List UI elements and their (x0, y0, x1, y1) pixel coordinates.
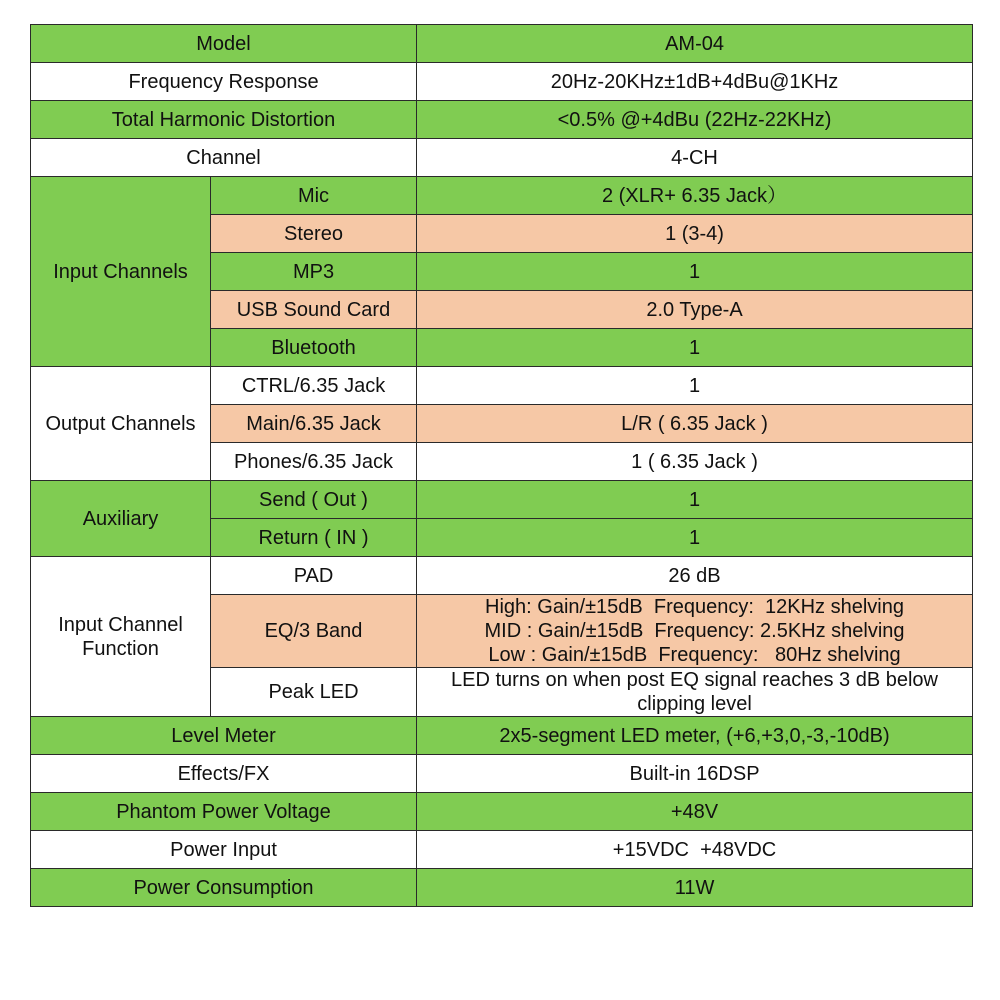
phantom-power-label: Phantom Power Voltage (31, 793, 417, 831)
power-input-label: Power Input (31, 831, 417, 869)
table-row-level-meter (31, 717, 973, 755)
input-mp3-value: 1 (417, 253, 973, 291)
table-row-power-input (31, 831, 973, 869)
output-main-value: L/R ( 6.35 Jack ) (417, 405, 973, 443)
level-meter-value: 2x5-segment LED meter, (+6,+3,0,-3,-10dB) (417, 717, 973, 755)
input-mic-value: 2 (XLR+ 6.35 Jack） (417, 177, 973, 215)
frequency-response-value: 20Hz-20KHz±1dB+4dBu@1KHz (417, 63, 973, 101)
aux-send-value: 1 (417, 481, 973, 519)
level-meter-label: Level Meter (31, 717, 417, 755)
input-mic-label: Mic (211, 177, 417, 215)
table-row-power-consumption (31, 869, 973, 907)
effects-value: Built-in 16DSP (417, 755, 973, 793)
table-row-phantom-power (31, 793, 973, 831)
thd-value: <0.5% @+4dBu (22Hz-22KHz) (417, 101, 973, 139)
table-row-effects (31, 755, 973, 793)
spec-table (30, 24, 973, 907)
aux-send-label: Send ( Out ) (211, 481, 417, 519)
input-function-label-line2: Function (82, 637, 159, 660)
output-channels-group-label: Output Channels (31, 367, 211, 481)
input-bluetooth-value: 1 (417, 329, 973, 367)
peak-led-line2: clipping level (637, 693, 752, 715)
input-mp3-label: MP3 (211, 253, 417, 291)
peak-led-value (417, 668, 973, 717)
output-main-label: Main/6.35 Jack (211, 405, 417, 443)
eq-value (417, 595, 973, 668)
pad-value: 26 dB (417, 557, 973, 595)
input-stereo-label: Stereo (211, 215, 417, 253)
power-input-value: +15VDC +48VDC (417, 831, 973, 869)
table-row-output-ctrl (31, 367, 973, 405)
eq-high-line: High: Gain/±15dB Frequency: 12KHz shelving (485, 596, 904, 618)
input-function-group-label (31, 557, 211, 717)
model-value: AM-04 (417, 25, 973, 63)
aux-return-value: 1 (417, 519, 973, 557)
output-phones-label: Phones/6.35 Jack (211, 443, 417, 481)
pad-label: PAD (211, 557, 417, 595)
model-label: Model (31, 25, 417, 63)
eq-mid-line: MID : Gain/±15dB Frequency: 2.5KHz shelving (484, 620, 905, 642)
phantom-power-value: +48V (417, 793, 973, 831)
peak-led-label: Peak LED (211, 668, 417, 717)
table-row-frequency-response (31, 63, 973, 101)
input-usb-label: USB Sound Card (211, 291, 417, 329)
auxiliary-group-label: Auxiliary (31, 481, 211, 557)
table-row-model (31, 25, 973, 63)
table-row-input-mic (31, 177, 973, 215)
output-phones-value: 1 ( 6.35 Jack ) (417, 443, 973, 481)
table-row-pad (31, 557, 973, 595)
table-row-aux-send (31, 481, 973, 519)
input-function-label-line1: Input Channel (58, 613, 183, 636)
aux-return-label: Return ( IN ) (211, 519, 417, 557)
eq-label: EQ/3 Band (211, 595, 417, 668)
frequency-response-label: Frequency Response (31, 63, 417, 101)
input-bluetooth-label: Bluetooth (211, 329, 417, 367)
channel-label: Channel (31, 139, 417, 177)
effects-label: Effects/FX (31, 755, 417, 793)
input-stereo-value: 1 (3-4) (417, 215, 973, 253)
input-usb-value: 2.0 Type-A (417, 291, 973, 329)
eq-low-line: Low : Gain/±15dB Frequency: 80Hz shelving (488, 644, 901, 666)
peak-led-line1: LED turns on when post EQ signal reaches 3 dB below (451, 669, 938, 691)
output-ctrl-value: 1 (417, 367, 973, 405)
table-row-thd (31, 101, 973, 139)
thd-label: Total Harmonic Distortion (31, 101, 417, 139)
input-channels-group-label: Input Channels (31, 177, 211, 367)
output-ctrl-label: CTRL/6.35 Jack (211, 367, 417, 405)
channel-value: 4-CH (417, 139, 973, 177)
power-consumption-value: 11W (417, 869, 973, 907)
power-consumption-label: Power Consumption (31, 869, 417, 907)
table-row-channel (31, 139, 973, 177)
